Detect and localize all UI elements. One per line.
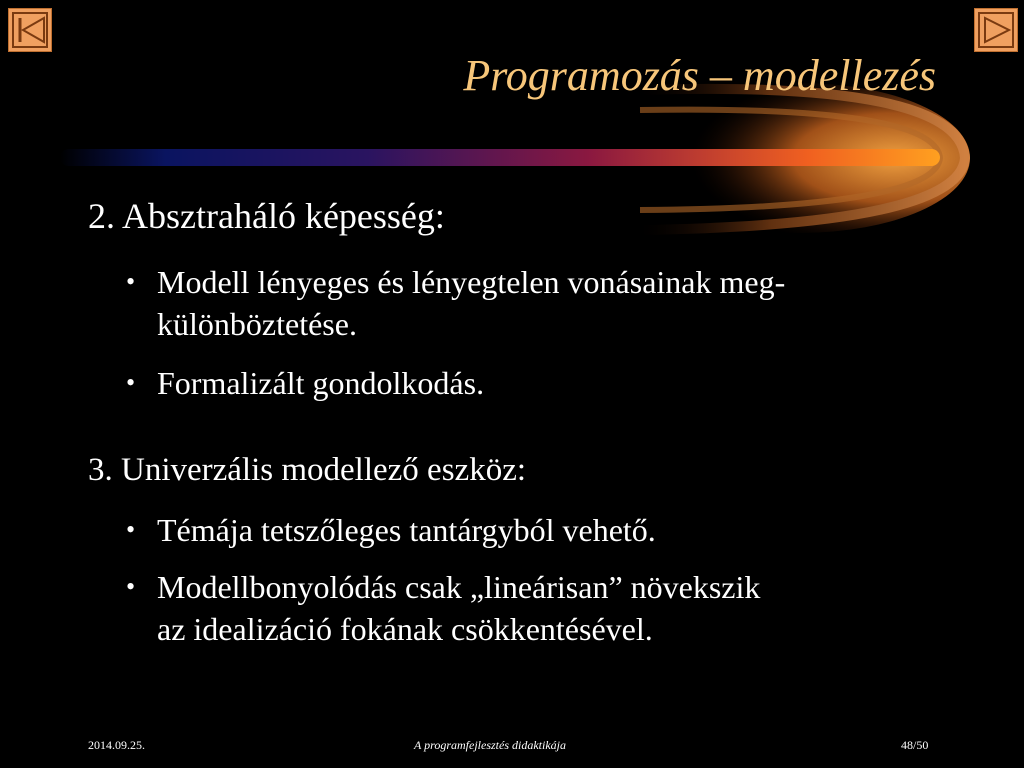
footer-date: 2014.09.25.: [88, 738, 145, 752]
bullet-line: Formalizált gondolkodás.: [157, 365, 485, 401]
bullet-dot: •: [126, 368, 136, 397]
bullet-line: Modellbonyolódás csak „lineárisan” növekszik: [157, 569, 761, 605]
footer-page-number: 48/50: [901, 738, 929, 752]
section-heading-universal: 3. Univerzális modellező eszköz:: [88, 452, 527, 488]
bullet-item: [126, 362, 484, 404]
next-slide-button[interactable]: [974, 8, 1018, 52]
first-slide-button[interactable]: [8, 8, 52, 52]
bullet-dot: •: [126, 515, 136, 544]
bullet-dot: •: [126, 267, 136, 296]
bullet-line: Témája tetszőleges tantárgyból vehető.: [157, 512, 656, 548]
section-heading-abstraction: 2. Absztraháló képesség:: [88, 196, 445, 236]
bullet-line: Modell lényeges és lényegtelen vonásainak meg-: [157, 264, 786, 300]
gradient-bar: [60, 149, 940, 166]
next-slide-icon: [975, 9, 1017, 51]
bullet-line: különböztetése.: [157, 306, 357, 342]
bullet-line: az idealizáció fokának csökkentésével.: [157, 611, 653, 647]
bullet-item: [126, 509, 656, 551]
footer-course-title: A programfejlesztés didaktikája: [414, 738, 566, 752]
slide-title: Programozás – modellezés: [463, 51, 936, 100]
first-slide-icon: [9, 9, 51, 51]
bullet-item: [126, 261, 785, 345]
bullet-dot: •: [126, 572, 136, 601]
bullet-item: [126, 566, 760, 650]
